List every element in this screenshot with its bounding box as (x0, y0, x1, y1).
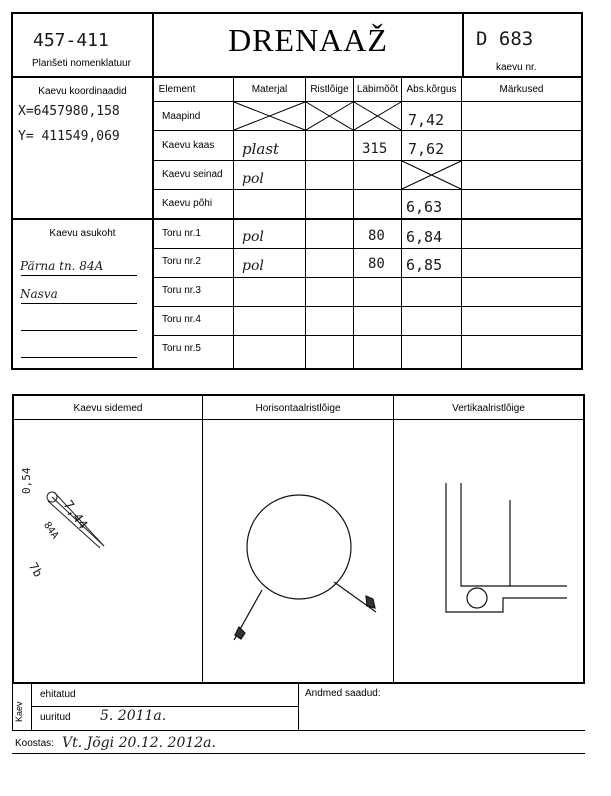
row-element: Kaevu põhi (162, 198, 213, 209)
surveyed-label: uuritud (40, 712, 71, 723)
page-title: DRENAAŽ (228, 22, 388, 58)
cell-material: pol (242, 258, 264, 274)
data-received-label: Andmed saadud: (305, 688, 381, 699)
sketch-label: 0,54 (20, 467, 33, 494)
sketch-label: 7b (25, 560, 46, 580)
vertical-section-header: Vertikaalristlõige (452, 403, 525, 414)
vertical-section-sketch (446, 483, 567, 612)
sketch-label: 84A (40, 520, 61, 542)
cell-material: pol (242, 171, 264, 187)
horizontal-section-header: Horisontaalristlõige (255, 403, 341, 414)
col-header-notes: Märkused (499, 84, 544, 95)
compiled-label: Koostas: (15, 738, 54, 749)
row-element: Toru nr.2 (162, 256, 201, 267)
side-label-kaev: Kaev (14, 701, 24, 722)
map-sheet-value: 457-411 (33, 30, 109, 51)
cell-abs-height: 6,84 (406, 228, 443, 246)
connections-header: Kaevu sidemed (73, 403, 143, 414)
col-header-material: Materjal (251, 84, 288, 95)
col-header-element: Element (158, 84, 196, 95)
row-element: Kaevu kaas (162, 140, 215, 151)
coordinate-x: X=6457980,158 (18, 104, 120, 119)
cell-abs-height: 7,42 (408, 111, 445, 129)
cell-abs-height: 6,85 (406, 256, 443, 274)
compiled-value: Vt. Jõgi 20.12. 2012a. (62, 735, 216, 751)
row-element: Maapind (162, 111, 201, 122)
row-element: Toru nr.1 (162, 228, 201, 239)
well-number-value: D 683 (476, 28, 534, 50)
coordinate-y: Y= 411549,069 (18, 129, 120, 144)
location-line-1: Pärna tn. 84A (20, 259, 104, 273)
row-element: Kaevu seinad (162, 169, 223, 180)
surveyed-value: 5. 2011a. (100, 708, 167, 724)
cell-diameter: 80 (368, 228, 385, 244)
built-label: ehitatud (40, 689, 76, 700)
cell-material: pol (242, 229, 264, 245)
cell-diameter: 315 (362, 141, 388, 157)
cell-diameter: 80 (368, 256, 385, 272)
location-label: Kaevu asukoht (49, 228, 116, 239)
well-number-label: kaevu nr. (496, 62, 537, 73)
col-header-abs-height: Abs.kõrgus (406, 84, 457, 95)
row-element: Toru nr.3 (162, 285, 201, 296)
row-element: Toru nr.4 (162, 314, 201, 325)
location-line-2: Nasva (20, 287, 58, 301)
cell-abs-height: 6,63 (406, 198, 443, 216)
row-element: Toru nr.5 (162, 343, 201, 354)
coordinates-label: Kaevu koordinaadid (38, 86, 127, 97)
map-sheet-label: Planšeti nomenklatuur (32, 58, 131, 69)
col-header-section: Ristlõige (310, 84, 349, 95)
cell-abs-height: 7,62 (408, 140, 445, 158)
horizontal-section-sketch (234, 495, 376, 640)
cell-material: plast (242, 140, 280, 158)
sketch-label: 7,44 (59, 498, 90, 533)
col-header-diameter: Läbimõõt (356, 84, 399, 95)
